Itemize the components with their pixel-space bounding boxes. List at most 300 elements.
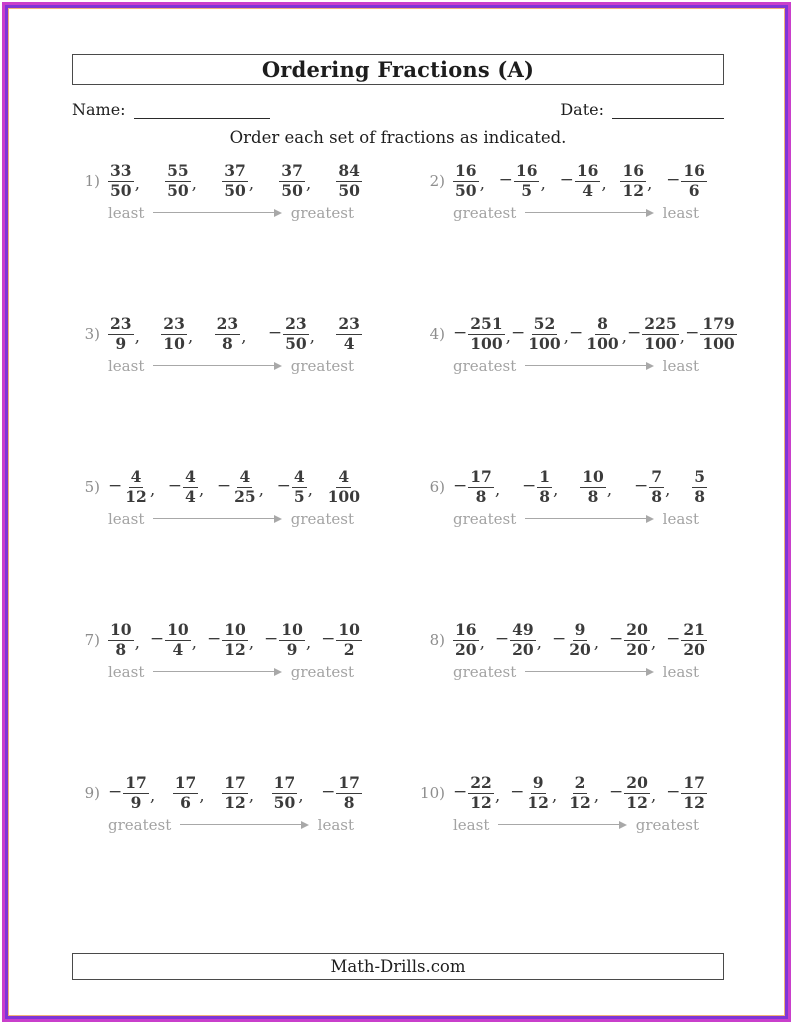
minus-sign: − [216, 476, 232, 497]
comma: , [258, 479, 265, 500]
numerator: 17 [683, 773, 705, 792]
fraction-stack [468, 315, 504, 353]
title-box [72, 54, 724, 85]
denominator: 100 [586, 333, 619, 353]
comma: , [305, 173, 312, 194]
comma: , [191, 632, 198, 653]
comma: , [553, 479, 559, 500]
denominator: 20 [455, 639, 477, 659]
denominator: 2 [343, 639, 355, 659]
numerator: 4 [293, 467, 305, 486]
denominator: 8 [694, 486, 705, 506]
comma: , [563, 326, 570, 347]
numerator: 23 [163, 314, 185, 333]
minus-sign: − [494, 629, 510, 650]
numerator: 16 [455, 620, 477, 639]
denominator: 20 [512, 639, 534, 659]
fraction [580, 468, 612, 506]
minus-sign: − [666, 170, 681, 191]
fraction [277, 468, 313, 506]
fraction [108, 162, 140, 200]
fraction [666, 162, 707, 200]
fraction-stack [161, 315, 187, 353]
denominator: 100 [470, 333, 503, 353]
page-border-peach [8, 8, 785, 1016]
problem-line [72, 315, 379, 353]
numerator: 17 [125, 773, 147, 792]
order-indicator [453, 816, 699, 834]
problem-3 [72, 315, 379, 377]
fraction [207, 621, 254, 659]
numerator: 1 [539, 467, 551, 486]
numerator: 10 [110, 620, 132, 639]
problem-number: 10) [420, 783, 445, 802]
comma: , [494, 479, 501, 500]
comma: , [248, 173, 255, 194]
problem-10 [417, 774, 724, 836]
arrow-head-icon [646, 668, 654, 676]
order-start-label: greatest [453, 203, 517, 222]
fraction-stack [453, 621, 479, 659]
fraction-stack [700, 315, 736, 353]
problems-grid [72, 161, 735, 836]
fraction-stack [624, 621, 650, 659]
denominator: 100 [644, 333, 677, 353]
numerator: 4 [239, 467, 251, 486]
order-indicator [108, 663, 354, 681]
numerator: 33 [110, 161, 132, 180]
fraction [108, 621, 140, 659]
comma: , [149, 479, 156, 500]
numerator: 17 [470, 467, 492, 486]
order-indicator [108, 357, 354, 375]
fraction-stack [580, 468, 606, 506]
fraction [268, 315, 315, 353]
fraction [666, 774, 707, 812]
fraction-stack [336, 621, 362, 659]
denominator: 20 [683, 639, 705, 659]
arrow-line [180, 824, 300, 825]
arrow-head-icon [274, 209, 282, 217]
problem-line [72, 774, 379, 812]
fraction [173, 774, 205, 812]
order-start-label: least [453, 815, 490, 834]
denominator: 12 [622, 180, 645, 200]
minus-sign: − [609, 782, 624, 803]
fraction-stack [453, 162, 479, 200]
arrow-line [153, 671, 273, 672]
fraction [321, 774, 362, 812]
fraction [511, 315, 569, 353]
denominator: 5 [521, 180, 533, 200]
fraction [552, 621, 599, 659]
problem-line [417, 621, 724, 659]
numerator: 4 [130, 467, 142, 486]
fraction-stack [283, 315, 309, 353]
minus-sign: − [510, 782, 525, 803]
comma: , [198, 479, 205, 500]
numerator: 2 [574, 773, 586, 792]
arrow-head-icon [274, 515, 282, 523]
fraction-stack [649, 468, 664, 506]
fraction-stack [537, 468, 552, 506]
denominator: 20 [569, 639, 591, 659]
minus-sign: − [276, 476, 291, 497]
minus-sign: − [108, 782, 123, 803]
numerator: 10 [582, 467, 604, 486]
denominator: 12 [626, 792, 648, 812]
minus-sign: − [522, 476, 537, 497]
fraction [495, 621, 542, 659]
fraction [634, 468, 670, 506]
fraction-stack [567, 621, 593, 659]
fraction [264, 621, 311, 659]
denominator: 12 [683, 792, 705, 812]
fraction-list [453, 774, 707, 812]
fraction-stack [222, 774, 248, 812]
fraction [609, 621, 656, 659]
comma: , [650, 785, 657, 806]
date-field [612, 103, 724, 119]
denominator: 50 [167, 180, 189, 200]
arrow-head-icon [301, 821, 309, 829]
minus-sign: − [609, 629, 624, 650]
fraction-stack [123, 774, 149, 812]
fraction-list [108, 468, 362, 506]
fraction [569, 315, 627, 353]
numerator: 23 [216, 314, 239, 333]
order-end-label: least [662, 662, 699, 681]
fraction [453, 468, 500, 506]
minus-sign: − [633, 476, 649, 497]
fraction-stack [279, 621, 305, 659]
order-end-label: greatest [290, 509, 354, 528]
fraction [453, 162, 485, 200]
footer-text: Math-Drills.com [330, 957, 466, 976]
arrow-line [525, 671, 645, 672]
denominator: 50 [281, 180, 303, 200]
fraction-stack [681, 621, 707, 659]
minus-sign: − [108, 476, 123, 497]
numerator: 8 [597, 314, 608, 333]
minus-sign: − [685, 323, 700, 344]
denominator: 9 [115, 333, 127, 353]
order-end-label: greatest [290, 662, 354, 681]
numerator: 20 [626, 773, 648, 792]
fraction-stack [173, 774, 199, 812]
fraction [161, 315, 193, 353]
comma: , [191, 173, 198, 194]
denominator: 25 [234, 486, 256, 506]
fraction [522, 468, 558, 506]
arrow-line [153, 518, 273, 519]
order-start-label: least [108, 509, 145, 528]
numerator: 22 [470, 773, 492, 792]
numerator: 7 [651, 467, 663, 486]
numerator: 10 [338, 620, 360, 639]
problem-7 [72, 621, 379, 683]
fraction [168, 468, 204, 506]
arrow-head-icon [274, 362, 282, 370]
order-end-label: least [317, 815, 354, 834]
arrow-head-icon [619, 821, 627, 829]
fraction-stack [222, 621, 248, 659]
fraction-list [453, 162, 707, 200]
numerator: 16 [515, 161, 538, 180]
name-label: Name: [72, 100, 126, 119]
fraction-list [453, 468, 707, 506]
fraction [666, 621, 707, 659]
arrow-head-icon [646, 515, 654, 523]
numerator: 16 [683, 161, 705, 180]
name-field [134, 103, 270, 119]
denominator: 12 [224, 792, 246, 812]
fraction [609, 774, 656, 812]
problem-line [417, 314, 735, 353]
problem-line [72, 468, 379, 506]
fraction-stack [336, 162, 362, 200]
fraction [222, 774, 254, 812]
fraction-stack [222, 162, 248, 200]
name-date-row [72, 100, 724, 119]
arrow-line [525, 365, 645, 366]
problem-number: 1) [84, 171, 100, 190]
arrow-head-icon [274, 668, 282, 676]
problem-line [417, 774, 724, 812]
fraction-stack [326, 468, 362, 506]
minus-sign: − [666, 629, 681, 650]
problem-number: 8) [429, 630, 445, 649]
denominator: 10 [163, 333, 185, 353]
fraction-stack [620, 162, 646, 200]
fraction-stack [272, 774, 298, 812]
order-end-label: greatest [290, 203, 354, 222]
denominator: 50 [285, 333, 307, 353]
worksheet-page [9, 9, 784, 1015]
order-end-label: greatest [290, 356, 354, 375]
comma: , [679, 326, 686, 347]
fraction-list [108, 621, 362, 659]
fraction [453, 774, 500, 812]
comma: , [551, 785, 558, 806]
numerator: 21 [683, 620, 705, 639]
comma: , [187, 326, 194, 347]
numerator: 16 [576, 161, 599, 180]
problem-line [72, 621, 379, 659]
numerator: 17 [338, 773, 360, 792]
denominator: 50 [273, 792, 296, 812]
fraction-stack [510, 621, 536, 659]
fraction-stack [215, 315, 241, 353]
fraction-stack [292, 468, 307, 506]
numerator: 4 [185, 467, 196, 486]
denominator: 9 [130, 792, 142, 812]
minus-sign: − [453, 323, 468, 344]
comma: , [593, 632, 600, 653]
denominator: 50 [338, 180, 360, 200]
numerator: 23 [110, 314, 132, 333]
denominator: 8 [651, 486, 663, 506]
comma: , [134, 173, 140, 194]
comma: , [305, 632, 312, 653]
denominator: 8 [343, 792, 355, 812]
page-title: Ordering Fractions (A) [261, 57, 535, 82]
comma: , [199, 785, 205, 806]
minus-sign: − [666, 782, 681, 803]
denominator: 6 [180, 792, 191, 812]
denominator: 50 [224, 180, 246, 200]
order-end-label: least [662, 356, 699, 375]
minus-sign: − [321, 782, 336, 803]
order-end-label: greatest [635, 815, 699, 834]
denominator: 4 [172, 639, 184, 659]
fraction-list [108, 162, 362, 200]
comma: , [494, 785, 501, 806]
minus-sign: − [498, 170, 513, 191]
fraction-stack [336, 315, 362, 353]
numerator: 17 [273, 773, 296, 792]
fraction-stack [514, 162, 540, 200]
fraction [108, 315, 140, 353]
order-start-label: greatest [453, 509, 517, 528]
comma: , [593, 785, 600, 806]
comma: , [665, 479, 671, 500]
comma: , [248, 785, 255, 806]
minus-sign: − [551, 629, 567, 650]
problem-4 [417, 314, 735, 377]
order-start-label: least [108, 662, 145, 681]
comma: , [479, 173, 485, 194]
fraction-list [108, 774, 362, 812]
denominator: 100 [702, 333, 735, 353]
numerator: 20 [626, 620, 648, 639]
order-indicator [453, 357, 699, 375]
denominator: 8 [587, 486, 599, 506]
fraction-stack [681, 162, 707, 200]
numerator: 179 [702, 314, 735, 333]
comma: , [606, 479, 613, 500]
problem-number: 2) [429, 171, 445, 190]
arrow-head-icon [646, 209, 654, 217]
denominator: 8 [539, 486, 551, 506]
fraction [567, 774, 599, 812]
comma: , [134, 632, 140, 653]
problem-line [72, 162, 379, 200]
problem-5 [72, 468, 379, 530]
minus-sign: − [267, 323, 283, 344]
order-end-label: least [662, 509, 699, 528]
order-indicator [108, 510, 354, 528]
fraction-list [108, 315, 362, 353]
numerator: 84 [338, 161, 360, 180]
fraction [620, 162, 652, 200]
arrow-line [153, 365, 273, 366]
fraction [222, 162, 254, 200]
fraction [692, 468, 707, 506]
minus-sign: − [321, 629, 336, 650]
problem-8 [417, 621, 724, 683]
problem-number: 5) [84, 477, 100, 496]
fraction [321, 621, 362, 659]
order-start-label: least [108, 356, 145, 375]
order-end-label: least [662, 203, 699, 222]
fraction [165, 162, 197, 200]
denominator: 12 [569, 792, 591, 812]
fraction-stack [108, 162, 134, 200]
fraction [627, 315, 685, 353]
numerator: 10 [281, 620, 303, 639]
denominator: 5 [293, 486, 305, 506]
comma: , [479, 632, 485, 653]
order-start-label: greatest [453, 662, 517, 681]
denominator: 50 [110, 180, 132, 200]
fraction-stack [567, 774, 593, 812]
fraction [453, 315, 511, 353]
order-start-label: greatest [108, 815, 172, 834]
numerator: 37 [281, 161, 303, 180]
numerator: 10 [224, 620, 246, 639]
page-border-magenta [2, 2, 791, 1022]
denominator: 12 [470, 792, 492, 812]
fraction [272, 774, 304, 812]
fraction-stack [108, 621, 134, 659]
denominator: 8 [475, 486, 487, 506]
denominator: 4 [343, 333, 355, 353]
denominator: 4 [185, 486, 196, 506]
problem-number: 4) [429, 324, 445, 343]
comma: , [298, 785, 304, 806]
fraction-stack [279, 162, 305, 200]
numerator: 9 [574, 620, 586, 639]
fraction-stack [525, 774, 551, 812]
denominator: 12 [125, 486, 147, 506]
minus-sign: − [627, 323, 642, 344]
fraction-stack [624, 774, 650, 812]
order-indicator [453, 510, 699, 528]
denominator: 8 [115, 639, 127, 659]
fraction [108, 774, 155, 812]
fraction [279, 162, 311, 200]
numerator: 9 [532, 773, 544, 792]
fraction [510, 774, 557, 812]
problem-number: 7) [84, 630, 100, 649]
fraction-list [453, 314, 735, 353]
fraction-stack [165, 162, 191, 200]
fraction-stack [642, 315, 678, 353]
problem-number: 6) [429, 477, 445, 496]
fraction [499, 162, 546, 200]
denominator: 9 [286, 639, 298, 659]
footer-box [72, 953, 724, 980]
minus-sign: − [559, 170, 574, 191]
numerator: 225 [644, 314, 677, 333]
denominator: 6 [688, 180, 700, 200]
minus-sign: − [453, 476, 468, 497]
problem-number: 3) [84, 324, 100, 343]
fraction-stack [526, 315, 562, 353]
denominator: 100 [327, 486, 360, 506]
fraction-stack [232, 468, 258, 506]
fraction [560, 162, 607, 200]
comma: , [241, 326, 247, 347]
fraction [215, 315, 247, 353]
numerator: 251 [470, 314, 503, 333]
problem-1 [72, 162, 379, 224]
instruction-text: Order each set of fractions as indicated. [229, 128, 567, 147]
fraction [336, 315, 362, 353]
numerator: 23 [338, 314, 360, 333]
minus-sign: − [149, 629, 165, 650]
